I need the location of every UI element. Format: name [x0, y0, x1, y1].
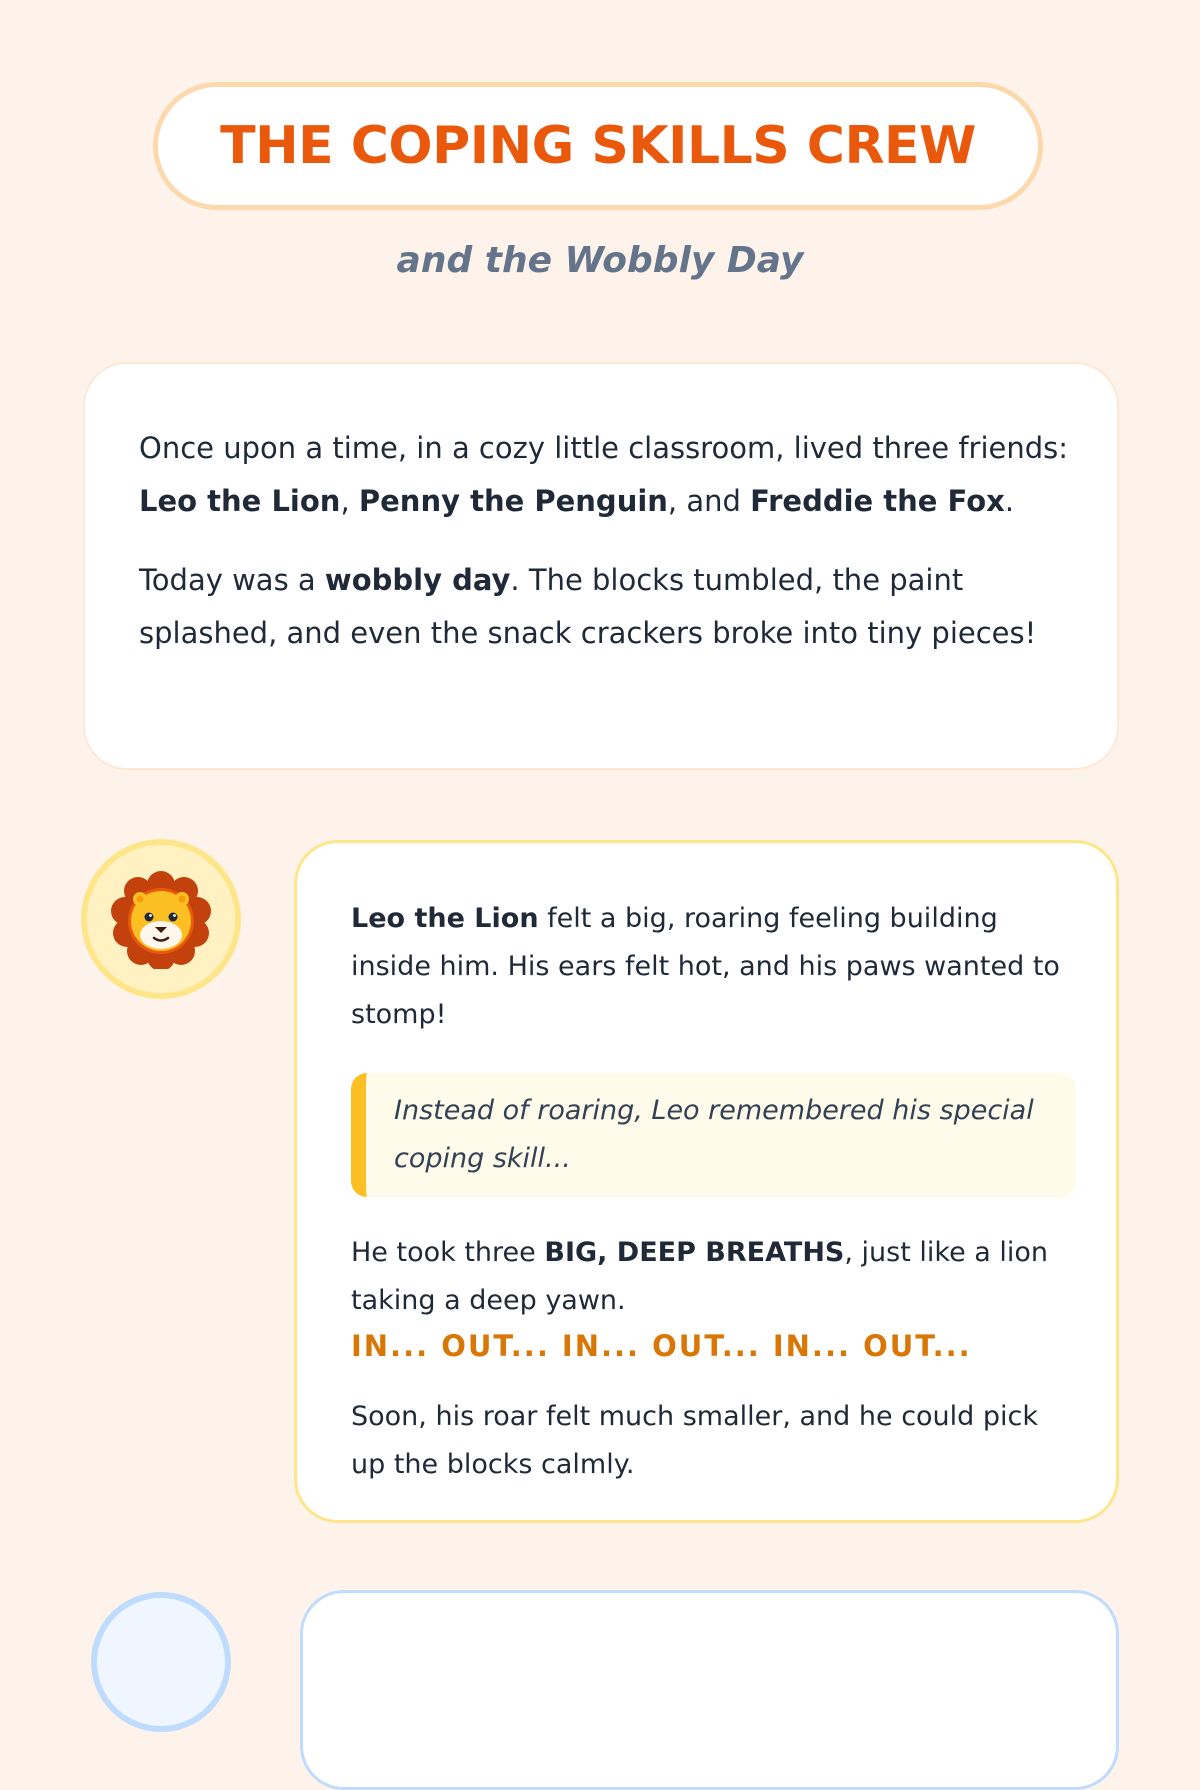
- leo-name: Leo the Lion: [351, 903, 539, 934]
- leo-paragraph-2: [351, 1229, 1076, 1325]
- leo-paragraph-1: [351, 895, 1076, 1039]
- intro-paragraph-2: [139, 554, 1077, 660]
- intro-card: [83, 362, 1119, 770]
- intro-paragraph-1: [139, 422, 1077, 528]
- deep-breaths-emphasis: BIG, DEEP BREATHS: [544, 1237, 845, 1268]
- page-title: THE COPING SKILLS CREW: [220, 116, 976, 176]
- character-name-penny: Penny the Penguin: [358, 484, 668, 518]
- breathing-rhythm: IN... OUT... IN... OUT... IN... OUT...: [351, 1329, 972, 1363]
- lion-icon: [111, 869, 211, 969]
- page-subtitle: and the Wobbly Day: [396, 240, 804, 281]
- wobbly-day-emphasis: wobbly day: [324, 563, 511, 597]
- leo-avatar: [81, 839, 241, 999]
- character-name-leo: Leo the Lion: [139, 484, 341, 518]
- leo-text: , just like a lion taking a deep yawn.: [351, 1237, 1049, 1316]
- intro-separator: , and: [667, 484, 751, 518]
- character-name-freddie: Freddie the Fox: [750, 484, 1005, 518]
- next-character-avatar: [91, 1592, 231, 1732]
- leo-story-card: [294, 840, 1119, 1523]
- title-banner: [153, 82, 1043, 210]
- intro-text: Today was a: [139, 563, 325, 597]
- leo-text: felt a big, roaring feeling building inside him. His ears felt hot, and his paws wanted to stomp!: [351, 903, 1060, 1030]
- intro-text: . The blocks tumbled, the paint splashed, and even the snack crackers broke into tiny pieces!: [139, 563, 1037, 650]
- intro-text: Once upon a time, in a cozy little classroom, lived three friends:: [139, 431, 1069, 465]
- leo-quote: Instead of roaring, Leo remembered his special coping skill...: [351, 1073, 1076, 1197]
- next-story-card: [300, 1590, 1119, 1790]
- leo-paragraph-3: Soon, his roar felt much smaller, and he could pick up the blocks calmly.: [351, 1401, 1039, 1480]
- leo-text: He took three: [351, 1237, 545, 1268]
- intro-separator: ,: [340, 484, 359, 518]
- intro-period: .: [1004, 484, 1015, 518]
